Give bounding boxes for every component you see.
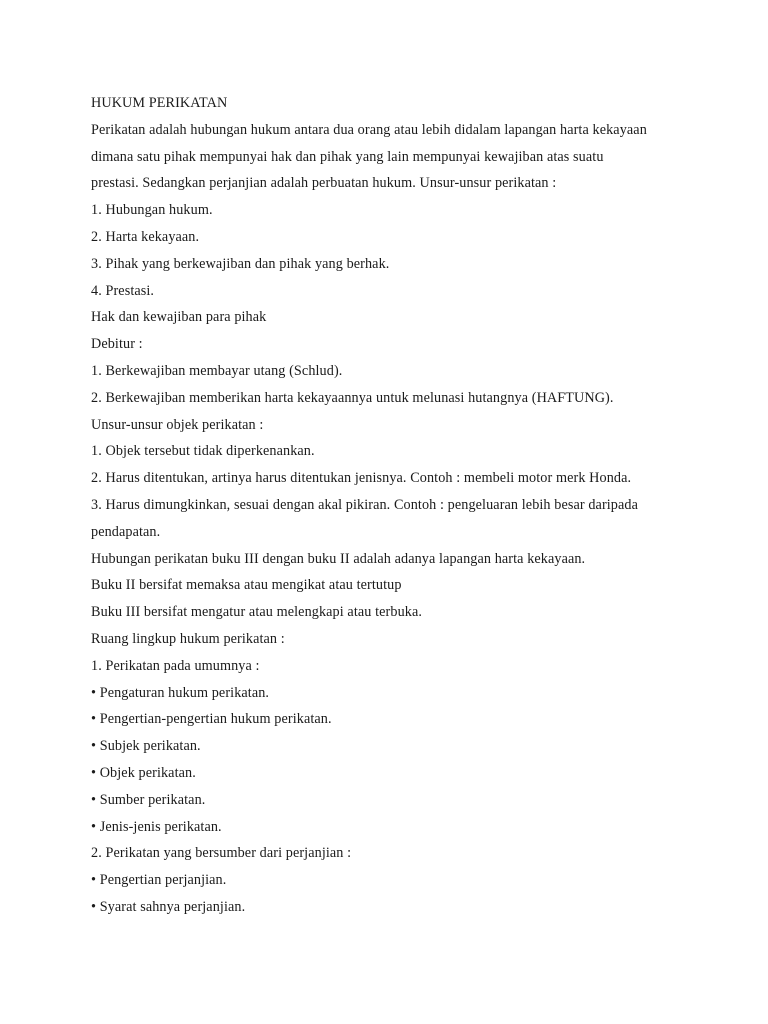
paragraph-line: Buku III bersifat mengatur atau melengkapi atau terbuka. bbox=[91, 604, 422, 621]
section-heading: Debitur : bbox=[91, 336, 143, 353]
bullet-item: • Pengertian-pengertian hukum perikatan. bbox=[91, 711, 332, 728]
paragraph-line: Buku II bersifat memaksa atau mengikat atau tertutup bbox=[91, 577, 402, 594]
list-item: 1. Objek tersebut tidak diperkenankan. bbox=[91, 443, 315, 460]
paragraph-line: Perikatan adalah hubungan hukum antara dua orang atau lebih didalam lapangan harta kekayaan bbox=[91, 121, 647, 138]
section-heading: Ruang lingkup hukum perikatan : bbox=[91, 630, 285, 647]
bullet-item: • Pengaturan hukum perikatan. bbox=[91, 684, 270, 701]
bullet-item: • Pengertian perjanjian. bbox=[91, 872, 227, 889]
bullet-item: • Objek perikatan. bbox=[91, 764, 196, 781]
bullet-item: • Subjek perikatan. bbox=[91, 738, 201, 755]
list-item: 3. Harus dimungkinkan, sesuai dengan akal pikiran. Contoh : pengeluaran lebih besar daripada bbox=[91, 496, 638, 513]
list-item: 1. Perikatan pada umumnya : bbox=[91, 657, 260, 674]
bullet-item: • Sumber perikatan. bbox=[91, 791, 206, 808]
list-item-continuation: pendapatan. bbox=[91, 523, 161, 540]
paragraph-line: prestasi. Sedangkan perjanjian adalah perbuatan hukum. Unsur-unsur perikatan : bbox=[91, 175, 557, 192]
list-item: 4. Prestasi. bbox=[91, 282, 155, 299]
list-item: 2. Berkewajiban memberikan harta kekayaannya untuk melunasi hutangnya (HAFTUNG). bbox=[91, 389, 614, 406]
list-item: 3. Pihak yang berkewajiban dan pihak yang berhak. bbox=[91, 255, 390, 272]
bullet-item: • Jenis-jenis perikatan. bbox=[91, 818, 222, 835]
paragraph-line: Hubungan perikatan buku III dengan buku II adalah adanya lapangan harta kekayaan. bbox=[91, 550, 586, 567]
list-item: 1. Berkewajiban membayar utang (Schlud). bbox=[91, 362, 343, 379]
list-item: 2. Harta kekayaan. bbox=[91, 228, 200, 245]
paragraph-line: dimana satu pihak mempunyai hak dan pihak yang lain mempunyai kewajiban atas suatu bbox=[91, 148, 604, 165]
document-title: HUKUM PERIKATAN bbox=[91, 95, 228, 111]
document-body bbox=[91, 90, 731, 921]
bullet-item: • Syarat sahnya perjanjian. bbox=[91, 898, 246, 915]
section-heading: Unsur-unsur objek perikatan : bbox=[91, 416, 264, 433]
list-item: 2. Perikatan yang bersumber dari perjanjian : bbox=[91, 845, 352, 862]
list-item: 1. Hubungan hukum. bbox=[91, 202, 213, 219]
section-heading: Hak dan kewajiban para pihak bbox=[91, 309, 267, 326]
list-item: 2. Harus ditentukan, artinya harus ditentukan jenisnya. Contoh : membeli motor merk Honda. bbox=[91, 470, 632, 487]
